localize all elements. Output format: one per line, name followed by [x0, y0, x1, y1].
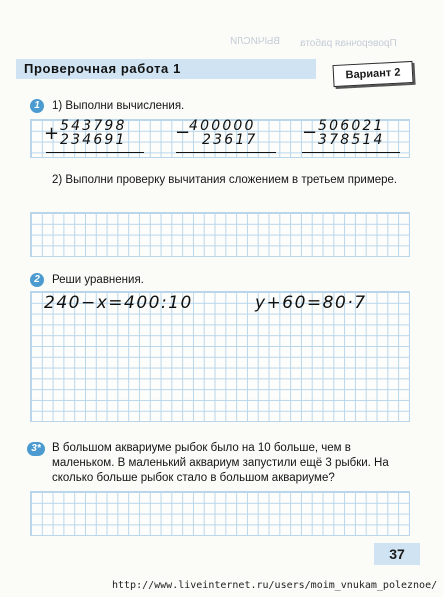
task-1-part-2-text: 2) Выполни проверку вычитания сложением в третьем примере.	[52, 174, 398, 186]
task-3-grid	[30, 491, 410, 536]
variant-badge: Вариант 2	[332, 61, 413, 87]
example-1-operator: +	[44, 123, 62, 144]
bleed-through-text: Проверочная работа	[300, 38, 397, 49]
example-1-result-line	[46, 152, 144, 153]
example-2-operator: −	[175, 122, 193, 143]
task-1-check-grid	[30, 212, 410, 257]
page-number: 37	[374, 543, 420, 565]
task-3-number-badge: 3*	[27, 442, 45, 456]
page-title: Проверочная работа 1	[24, 61, 181, 76]
example-3-top: 506021	[318, 118, 385, 134]
example-1-top: 543798	[60, 118, 127, 134]
bleed-through-text: ВЫЧИСЛИ	[230, 36, 281, 47]
source-url[interactable]: http://www.liveinternet.ru/users/moim_vnukam_poleznoe/	[112, 580, 438, 591]
task-2-text: Реши уравнения.	[52, 274, 144, 286]
example-2-top: 400000	[189, 118, 256, 134]
task-2-number-badge: 2	[30, 273, 44, 287]
equation-1: 240−x=400:10	[44, 293, 193, 313]
task-1-part-1-text: 1) Выполни вычисления.	[52, 100, 185, 112]
example-2-result-line	[176, 152, 276, 153]
example-1-bottom: 234691	[60, 132, 127, 148]
equation-2: y+60=80·7	[255, 293, 367, 313]
task-3-text: В большом аквариуме рыбок было на 10 больше, чем в маленьком. В маленький аквариум запустили ещё 3 рыбки. На сколько больше рыбок стало в большом аквариуме?	[52, 442, 389, 484]
example-3-bottom: 378514	[318, 132, 385, 148]
example-2-bottom: 23617	[202, 132, 258, 148]
task-1-number-badge: 1	[30, 99, 44, 113]
example-3-operator: −	[302, 122, 320, 143]
example-3-result-line	[302, 152, 400, 153]
